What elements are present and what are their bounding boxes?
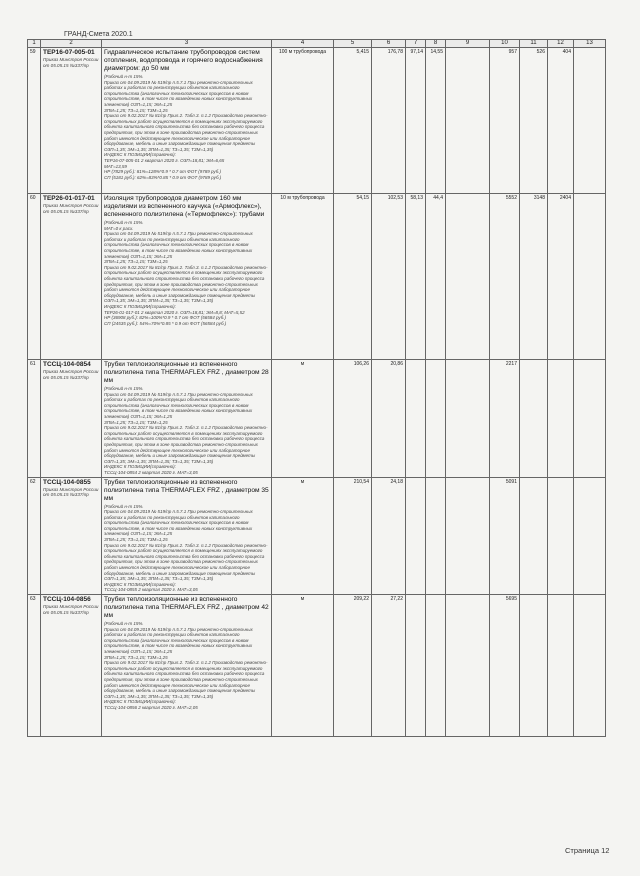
table-row <box>28 360 606 478</box>
rate-code: ТЕР16-07-005-01 <box>43 49 95 56</box>
wage-cell <box>406 360 426 478</box>
description-cell <box>102 477 272 595</box>
col-header: 7 <box>406 40 426 48</box>
work-title: Трубки теплоизоляционные из вспененного полиэтилена типа THERMAFLEX FRZ , диаметром 35 мм <box>104 478 269 502</box>
rate-code: ТССЦ-104-0855 <box>43 478 91 486</box>
col9-cell <box>446 194 490 360</box>
wage-cell: 97,14 <box>406 48 426 194</box>
col9-cell <box>446 477 490 595</box>
unit-price-cell: 176,78 <box>372 48 406 194</box>
description-cell <box>102 595 272 737</box>
quantity-cell: 106,26 <box>334 360 372 478</box>
table-row <box>28 48 606 194</box>
work-title: Изоляция трубопроводов диаметром 160 мм изделиями из вспененного каучука («Армофлекс»), вспененного полиэтилена («Термофлекс»): трубами <box>104 195 265 218</box>
col-header: 4 <box>272 40 334 48</box>
col9-cell <box>446 360 490 478</box>
table-row <box>28 194 606 360</box>
total-cell: 5695 <box>490 595 520 737</box>
total-cell: 5552 <box>490 194 520 360</box>
col13-cell <box>574 595 606 737</box>
col13-cell <box>574 194 606 360</box>
machine-cell: 44,4 <box>426 194 446 360</box>
unit-price-cell: 102,53 <box>372 194 406 360</box>
total-wage-cell: 526 <box>520 48 548 194</box>
col-header: 3 <box>102 40 272 48</box>
quantity-cell: 209,22 <box>334 595 372 737</box>
unit-cell: м <box>272 360 334 478</box>
unit-cell: м <box>272 595 334 737</box>
quantity-cell: 54,15 <box>334 194 372 360</box>
description-cell <box>102 48 272 194</box>
quantity-cell: 210,54 <box>334 477 372 595</box>
work-title: Гидравлическое испытание трубопроводов систем отопления, водопровода и горячего водоснабжения диаметром: до 50 мм <box>104 49 263 72</box>
col-header: 1 <box>28 40 41 48</box>
row-number: 63 <box>28 595 41 737</box>
machine-cell <box>426 360 446 478</box>
row-number: 59 <box>28 48 41 194</box>
machine-cell: 14,55 <box>426 48 446 194</box>
total-wage-cell: 3148 <box>520 194 548 360</box>
machine-cell <box>426 477 446 595</box>
wage-cell: 58,13 <box>406 194 426 360</box>
total-cell: 5091 <box>490 477 520 595</box>
machine-cell <box>426 595 446 737</box>
col13-cell <box>574 48 606 194</box>
work-details: (Рабочий н-т 15%. Приказ от 04.09.2019 № 519/пр п.5.7.1 При ремонтно-строительных работах и работах по реконструкции объектов капитального строительства (аналогичных технологических процессов в новом строительстве, в том числе по возведению новых конструктивных элементов) ОЗП=1,15; ЭМ=1,25 ЗПМ=1,25; ТЗ=1,15; ТЗМ=1,25 Приказ от 9.02.2017 № 81/пр Прил.2. Табл.3. п.1.2 Производство ремонтно-строительных работ осуществляется в помещениях эксплуатируемого объекта капитального строительства без остановки рабочего процесса предприятия, при этом в зоне производства ремонтно-строительных работ имеются действующее технологическое или лабораторное оборудование, мебель и иные загромождающие помещения предметы ОЗП=1,35; ЭМ=1,35; ЗПМ=1,35; ТЗ=1,35; ТЗМ=1,35) ИНДЕКС К ПОЗИЦИИ(справочно): ТССЦ-104-0855 2 квартал 2020 г. МАТ=3,05 <box>104 503 268 593</box>
unit-price-cell: 27,22 <box>372 595 406 737</box>
col-header: 11 <box>520 40 548 48</box>
col9-cell <box>446 595 490 737</box>
row-number: 62 <box>28 477 41 595</box>
software-header: ГРАНД-Смета 2020.1 <box>64 31 133 38</box>
total-machine-cell <box>548 477 574 595</box>
col-header: 6 <box>372 40 406 48</box>
table-row <box>28 477 606 595</box>
total-machine-cell <box>548 595 574 737</box>
unit-cell: 100 м трубопровода <box>272 48 334 194</box>
col-header: 13 <box>574 40 606 48</box>
unit-cell: м <box>272 477 334 595</box>
total-machine-cell: 404 <box>548 48 574 194</box>
total-machine-cell: 2404 <box>548 194 574 360</box>
col-header: 10 <box>490 40 520 48</box>
page-number: Страница 12 <box>565 846 610 855</box>
col-header: 12 <box>548 40 574 48</box>
col-header: 5 <box>334 40 372 48</box>
total-machine-cell <box>548 360 574 478</box>
table-row <box>28 595 606 737</box>
total-wage-cell <box>520 477 548 595</box>
rate-source: Приказ Минстроя России от 05.05.15 №337/пр <box>43 486 99 498</box>
code-cell <box>41 477 102 595</box>
work-details: (Рабочий н-т 15%. Приказ от 04.09.2019 № 519/пр п.5.7.1 При ремонтно-строительных работах и работах по реконструкции объектов капитального строительства (аналогичных технологических процессов в новом строительстве, в том числе по возведению новых конструктивных элементов) ОЗП=1,15; ЭМ=1,25 ЗПМ=1,25; ТЗ=1,15; ТЗМ=1,25 Приказ от 9.02.2017 № 81/пр Прил.2. Табл.3. п.1.2 Производство ремонтно-строительных работ осуществляется в помещениях эксплуатируемого объекта капитального строительства без остановки рабочего процесса предприятия, при этом в зоне производства ремонтно-строительных работ имеются действующее технологическое или лабораторное оборудование, мебель и иные загромождающие помещения предметы ОЗП=1,35; ЭМ=1,35; ЗПМ=1,35; ТЗ=1,35; ТЗМ=1,35) ИНДЕКС К ПОЗИЦИИ(справочно): ТЕР16-07-005-01 2 квартал 2020 г. ОЗП=18,81; ЭМ=6,65 МАТ=13,59 НР (7829 руб.): 81%=128%*0.9 * 0.7 от ФОТ (9789 руб.) СП (5181 руб.): 62%=83%*0.85 * 0.9 от ФОТ (9789 руб.) <box>104 74 268 180</box>
wage-cell <box>406 477 426 595</box>
rate-source: Приказ Минстроя России от 05.05.15 №337/пр <box>43 369 99 380</box>
quantity-cell: 5,415 <box>334 48 372 194</box>
unit-cell: 10 м трубопровода <box>272 194 334 360</box>
description-cell <box>102 194 272 360</box>
col13-cell <box>574 360 606 478</box>
rate-code: ТССЦ-104-0856 <box>43 596 91 603</box>
total-cell: 2217 <box>490 360 520 478</box>
column-number-row <box>28 40 606 48</box>
col-header: 8 <box>426 40 446 48</box>
rate-code: ТЕР26-01-017-01 <box>43 195 95 202</box>
rate-code: ТССЦ-104-0854 <box>43 361 91 368</box>
unit-price-cell: 24,18 <box>372 477 406 595</box>
rate-source: Приказ Минстроя России от 05.05.15 №337/пр <box>43 57 99 68</box>
code-cell <box>41 48 102 194</box>
code-cell <box>41 360 102 478</box>
col9-cell <box>446 48 490 194</box>
rate-source: Приказ Минстроя России от 05.05.15 №337/пр <box>43 604 99 615</box>
unit-price-cell: 20,86 <box>372 360 406 478</box>
total-wage-cell <box>520 360 548 478</box>
rate-source: Приказ Минстроя России от 05.05.15 №337/пр <box>43 203 99 214</box>
work-details: (Рабочий н-т 15%. Приказ от 04.09.2019 № 519/пр п.5.7.1 При ремонтно-строительных работах и работах по реконструкции объектов капитального строительства (аналогичных технологических процессов в новом строительстве, в том числе по возведению новых конструктивных элементов) ОЗП=1,15; ЭМ=1,25 ЗПМ=1,25; ТЗ=1,15; ТЗМ=1,25 Приказ от 9.02.2017 № 81/пр Прил.2. Табл.3. п.1.2 Производство ремонтно-строительных работ осуществляется в помещениях эксплуатируемого объекта капитального строительства без остановки рабочего процесса предприятия, при этом в зоне производства ремонтно-строительных работ имеются действующее технологическое или лабораторное оборудование, мебель и иные загромождающие помещения предметы ОЗП=1,35; ЭМ=1,35; ЗПМ=1,35; ТЗ=1,35; ТЗМ=1,35) ИНДЕКС К ПОЗИЦИИ(справочно): ТССЦ-104-0854 2 квартал 2020 г. МАТ=3,05 <box>104 386 268 475</box>
total-wage-cell <box>520 595 548 737</box>
code-cell <box>41 595 102 737</box>
wage-cell <box>406 595 426 737</box>
work-details: (Рабочий н-т 15%. МАТ=0 к расх. Приказ от 04.09.2019 № 519/пр п.5.7.1 При ремонтно-строительных работах и работах по реконструкции объектов капитального строительства (аналогичных технологических процессов в новом строительстве, в том числе по возведению новых конструктивных элементов) ОЗП=1,15; ЭМ=1,25 ЗПМ=1,25; ТЗ=1,15; ТЗМ=1,25 Приказ от 9.02.2017 № 81/пр Прил.2. Табл.3. п.1.2 Производство ремонтно-строительных работ осуществляется в помещениях эксплуатируемого объекта капитального строительства без остановки рабочего процесса предприятия, при этом в зоне производства ремонтно-строительных работ имеются действующее технологическое или лабораторное оборудование, мебель и иные загромождающие помещения предметы ОЗП=1,35; ЭМ=1,35; ЗПМ=1,35; ТЗ=1,35; ТЗМ=1,35) ИНДЕКС К ПОЗИЦИИ(справочно): ТЕР26-01-017-01 2 квартал 2020 г. ОЗП=18,81; ЭМ=8,8; МАТ=5,52 НР (36908 руб.): 82%=100%*0.9 * 0.7 от ФОТ (56584 руб.) СП (24535 руб.): 54%=70%*0.85 * 0.9 от ФОТ (56584 руб.) <box>104 220 268 326</box>
row-number: 61 <box>28 360 41 478</box>
work-title: Трубки теплоизоляционные из вспененного полиэтилена типа THERMAFLEX FRZ , диаметром 28 мм <box>104 361 269 384</box>
col-header: 2 <box>41 40 102 48</box>
description-cell <box>102 360 272 478</box>
work-title: Трубки теплоизоляционные из вспененного полиэтилена типа THERMAFLEX FRZ , диаметром 42 мм <box>104 596 269 619</box>
row-number: 60 <box>28 194 41 360</box>
col13-cell <box>574 477 606 595</box>
work-details: (Рабочий н-т 15%. Приказ от 04.09.2019 № 519/пр п.5.7.1 При ремонтно-строительных работах и работах по реконструкции объектов капитального строительства (аналогичных технологических процессов в новом строительстве, в том числе по возведению новых конструктивных элементов) ОЗП=1,15; ЭМ=1,25 ЗПМ=1,25; ТЗ=1,15; ТЗМ=1,25 Приказ от 9.02.2017 № 81/пр Прил.2. Табл.3. п.1.2 Производство ремонтно-строительных работ осуществляется в помещениях эксплуатируемого объекта капитального строительства без остановки рабочего процесса предприятия, при этом в зоне производства ремонтно-строительных работ имеются действующее технологическое или лабораторное оборудование, мебель и иные загромождающие помещения предметы ОЗП=1,35; ЭМ=1,35; ЗПМ=1,35; ТЗ=1,35; ТЗМ=1,35) ИНДЕКС К ПОЗИЦИИ(справочно): ТССЦ-104-0856 2 квартал 2020 г. МАТ=2,05 <box>104 621 268 710</box>
estimate-table <box>27 39 606 737</box>
total-cell: 957 <box>490 48 520 194</box>
code-cell <box>41 194 102 360</box>
col-header: 9 <box>446 40 490 48</box>
